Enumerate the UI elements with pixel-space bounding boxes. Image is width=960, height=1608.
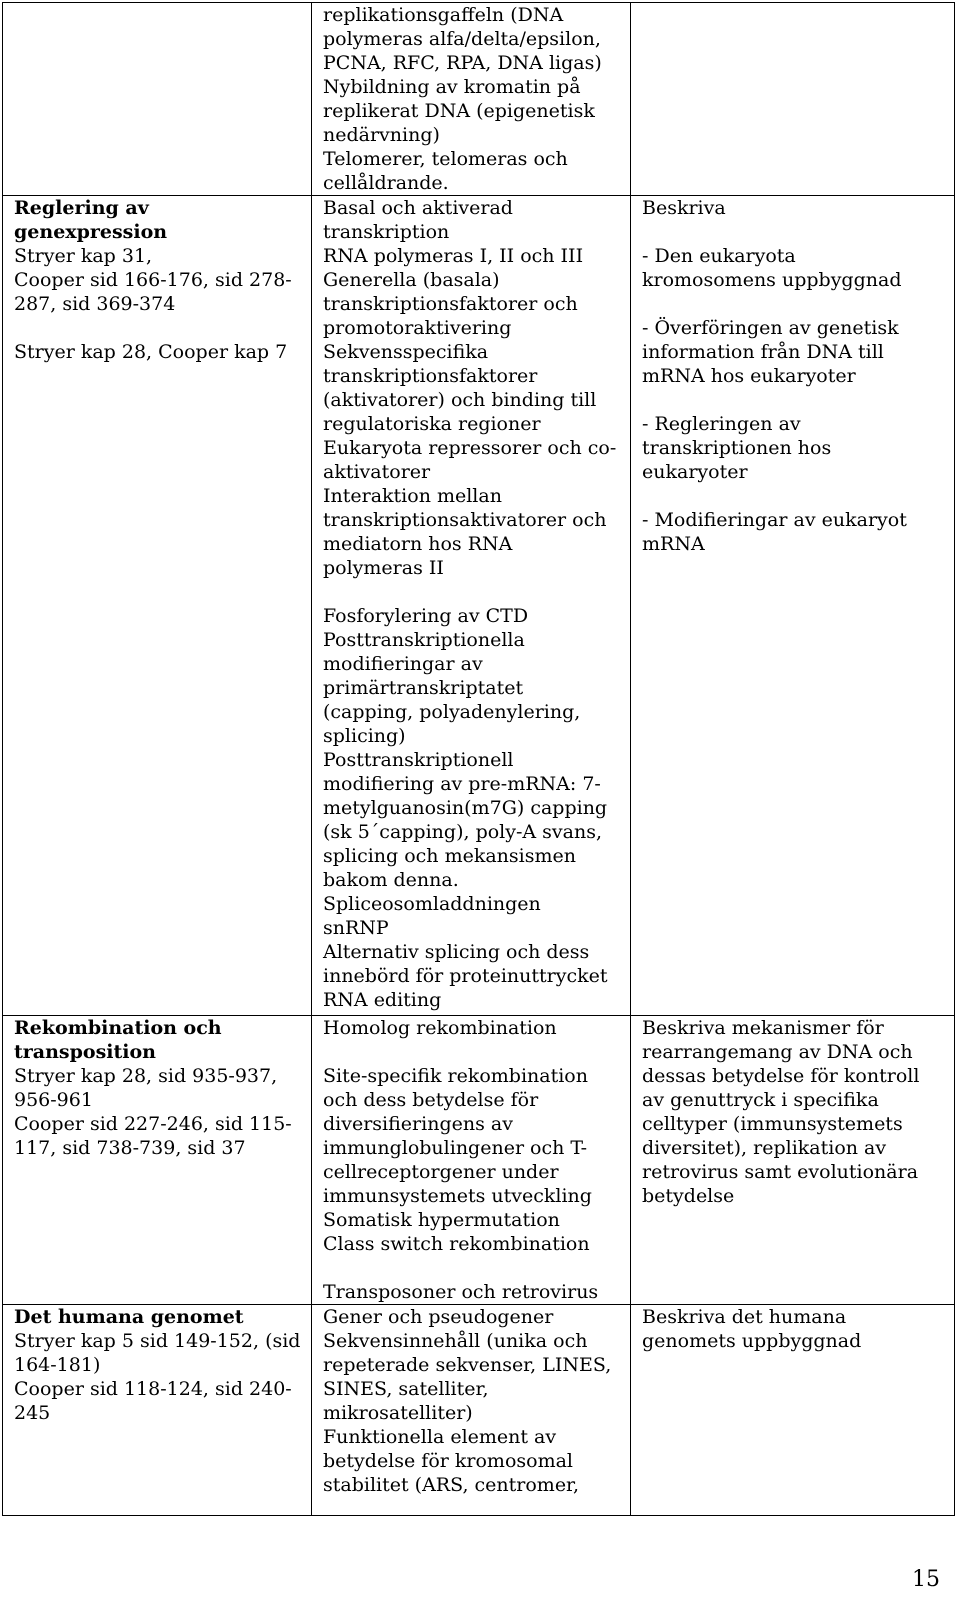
content-line: och dess betydelse för: [323, 1089, 539, 1111]
goal-line: genomets uppbyggnad: [642, 1330, 862, 1352]
topic-title: Rekombination och: [14, 1017, 222, 1039]
reference-line: Stryer kap 5 sid 149-152, (sid: [14, 1330, 301, 1352]
content-line: regulatoriska regioner: [323, 413, 541, 435]
reference-line: 287, sid 369-374: [14, 293, 176, 315]
content-cell: [312, 1016, 631, 1305]
topic-title: Reglering av genexpression: [14, 197, 168, 243]
goal-line: mRNA: [642, 533, 705, 555]
goal-line: kromosomens uppbyggnad: [642, 269, 902, 291]
content-line: transkription: [323, 221, 450, 243]
topic-title: transposition: [14, 1041, 156, 1063]
content-line: (aktivatorer) och binding till: [323, 389, 597, 411]
content-line: replikerat DNA (epigenetisk: [323, 100, 595, 122]
goal-cell: [631, 3, 955, 196]
goal-line: - Regleringen av: [642, 413, 801, 435]
content-line: transkriptionsfaktorer: [323, 365, 538, 387]
content-line: diversifieringens av: [323, 1113, 513, 1135]
content-line: stabilitet (ARS, centromer,: [323, 1474, 580, 1496]
content-line: metylguanosin(m7G) capping: [323, 797, 608, 819]
content-cell: [312, 1305, 631, 1516]
goal-line: eukaryoter: [642, 461, 748, 483]
table-row: [3, 1016, 955, 1305]
content-line: modifieringar av: [323, 653, 483, 675]
content-line: Alternativ splicing och dess: [323, 941, 590, 963]
content-line: immunsystemets utveckling: [323, 1185, 592, 1207]
content-line: replikationsgaffeln (DNA: [323, 4, 564, 26]
goal-line: celltyper (immunsystemets: [642, 1113, 903, 1135]
content-line: mediatorn hos RNA: [323, 533, 513, 555]
table-row: [3, 196, 955, 1016]
goal-line: - Modifieringar av eukaryot: [642, 509, 907, 531]
goal-line: retrovirus samt evolutionära: [642, 1161, 919, 1183]
goal-line: betydelse: [642, 1185, 735, 1207]
content-line: PCNA, RFC, RPA, DNA ligas): [323, 52, 602, 74]
content-line: cellreceptorgener under: [323, 1161, 559, 1183]
content-line: Site-specifik rekombination: [323, 1065, 588, 1087]
goal-line: Beskriva mekanismer för: [642, 1017, 884, 1039]
topic-cell: [3, 3, 312, 196]
content-line: betydelse för kromosomal: [323, 1450, 573, 1472]
goal-cell: [631, 196, 955, 1016]
content-line: Interaktion mellan: [323, 485, 502, 507]
reference-line: Stryer kap 28, Cooper kap 7: [14, 341, 288, 363]
goal-line: Beskriva: [642, 197, 726, 219]
goal-line: information från DNA till: [642, 341, 884, 363]
goal-line: - Den eukaryota: [642, 245, 796, 267]
content-line: RNA editing: [323, 989, 442, 1011]
reference-line: Cooper sid 227-246, sid 115-: [14, 1113, 292, 1135]
content-line: mikrosatelliter): [323, 1402, 473, 1424]
reference-line: Cooper sid 166-176, sid 278-: [14, 269, 292, 291]
reference-line: 956-961: [14, 1089, 93, 1111]
content-line: primärtranskriptatet: [323, 677, 524, 699]
topic-title: Det humana genomet: [14, 1306, 244, 1328]
content-cell: [312, 196, 631, 1016]
goal-cell: [631, 1016, 955, 1305]
content-line: Funktionella element av: [323, 1426, 557, 1448]
content-line: Basal och aktiverad: [323, 197, 513, 219]
content-line: Spliceosomladdningen: [323, 893, 541, 915]
goal-line: dessas betydelse för kontroll: [642, 1065, 920, 1087]
content-line: nedärvning): [323, 124, 440, 146]
content-line: aktivatorer: [323, 461, 431, 483]
content-line: transkriptionsaktivatorer och: [323, 509, 607, 531]
content-line: Class switch rekombination: [323, 1233, 590, 1255]
syllabus-table: [2, 2, 955, 1516]
content-line: Somatisk hypermutation: [323, 1209, 560, 1231]
content-line: promotoraktivering: [323, 317, 512, 339]
goal-cell: [631, 1305, 955, 1516]
content-cell: [312, 3, 631, 196]
content-line: Eukaryota repressorer och co-: [323, 437, 617, 459]
content-line: modifiering av pre-mRNA: 7-: [323, 773, 601, 795]
content-line: splicing och mekansismen: [323, 845, 576, 867]
content-line: Posttranskriptionell: [323, 749, 514, 771]
goal-line: transkriptionen hos: [642, 437, 832, 459]
content-line: polymeras II: [323, 557, 444, 579]
content-line: Posttranskriptionella: [323, 629, 525, 651]
content-line: snRNP: [323, 917, 389, 939]
goal-line: - Överföringen av genetisk: [642, 317, 899, 339]
content-line: Nybildning av kromatin på: [323, 76, 581, 98]
reference-line: 117, sid 738-739, sid 37: [14, 1137, 246, 1159]
content-line: Transposoner och retrovirus: [323, 1281, 599, 1303]
reference-line: Cooper sid 118-124, sid 240-: [14, 1378, 292, 1400]
content-line: polymeras alfa/delta/epsilon,: [323, 28, 601, 50]
content-line: cellåldrande.: [323, 172, 449, 194]
content-line: Sekvensinnehåll (unika och: [323, 1330, 588, 1352]
content-line: bakom denna.: [323, 869, 459, 891]
table-row: [3, 1305, 955, 1516]
topic-cell: [3, 196, 312, 1016]
content-line: immunglobulingener och T-: [323, 1137, 588, 1159]
goal-line: Beskriva det humana: [642, 1306, 847, 1328]
content-line: Homolog rekombination: [323, 1017, 557, 1039]
content-line: (sk 5´capping), poly-A svans,: [323, 821, 602, 843]
content-line: SINES, satelliter,: [323, 1378, 489, 1400]
page-number: 15: [912, 1567, 940, 1592]
content-line: (capping, polyadenylering,: [323, 701, 581, 723]
content-line: Gener och pseudogener: [323, 1306, 554, 1328]
topic-cell: [3, 1305, 312, 1516]
goal-line: av genuttryck i specifika: [642, 1089, 879, 1111]
reference-line: 245: [14, 1402, 51, 1424]
goal-line: diversitet), replikation av: [642, 1137, 887, 1159]
reference-line: Stryer kap 28, sid 935-937,: [14, 1065, 278, 1087]
content-line: Sekvensspecifika: [323, 341, 489, 363]
content-line: innebörd för proteinuttrycket: [323, 965, 608, 987]
content-line: transkriptionsfaktorer och: [323, 293, 578, 315]
content-line: Telomerer, telomeras och: [323, 148, 568, 170]
topic-cell: [3, 1016, 312, 1305]
content-line: repeterade sekvenser, LINES,: [323, 1354, 612, 1376]
content-line: splicing): [323, 725, 406, 747]
reference-line: Stryer kap 31,: [14, 245, 153, 267]
goal-line: mRNA hos eukaryoter: [642, 365, 856, 387]
content-line: Fosforylering av CTD: [323, 605, 529, 627]
content-line: RNA polymeras I, II och III: [323, 245, 584, 267]
reference-line: 164-181): [14, 1354, 101, 1376]
content-line: Generella (basala): [323, 269, 500, 291]
goal-line: rearrangemang av DNA och: [642, 1041, 913, 1063]
table-row: [3, 3, 955, 196]
